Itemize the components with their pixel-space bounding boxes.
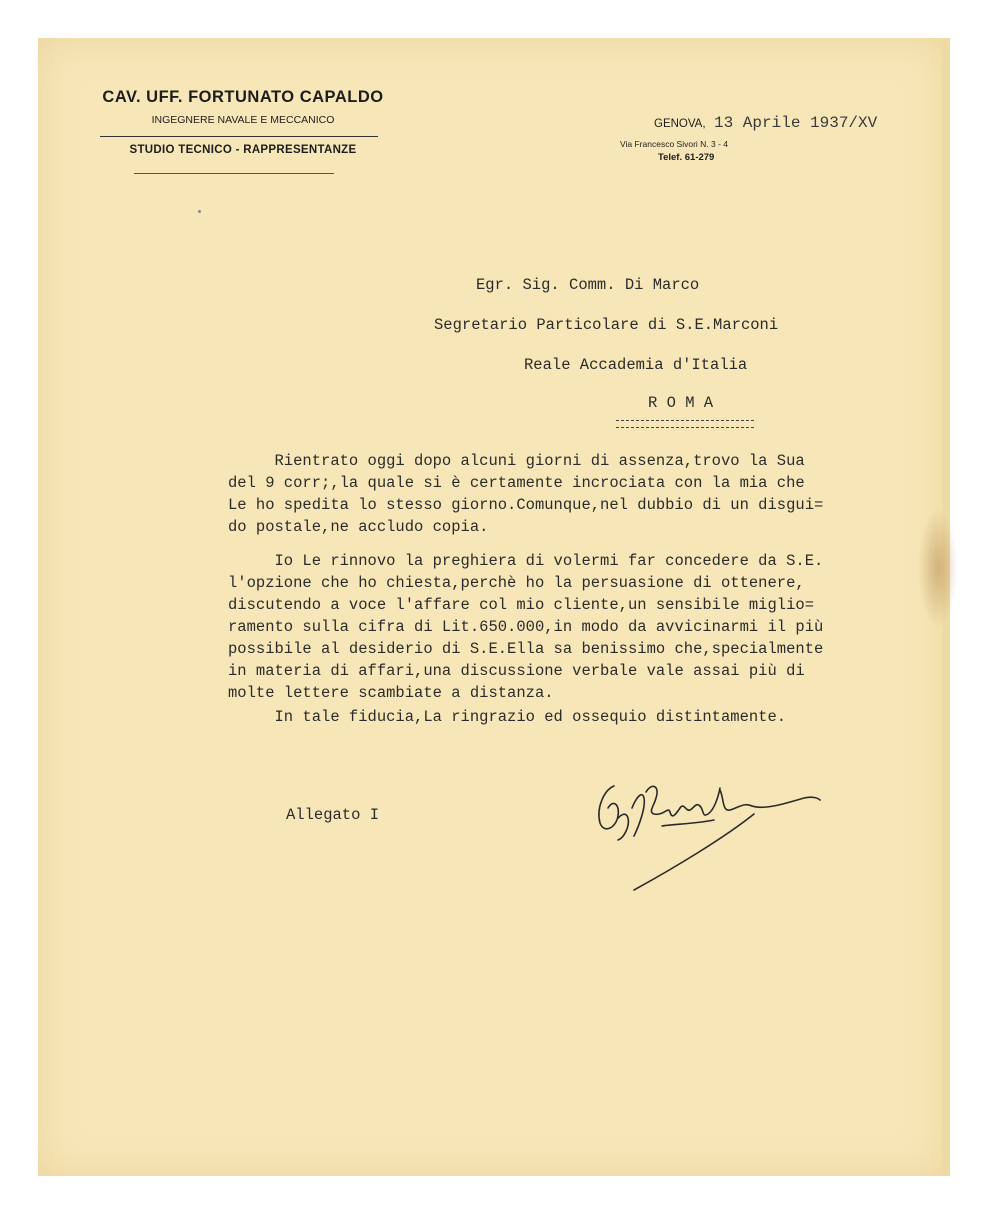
body-p2-line-6: in materia di affari,una discussione verbale vale assai più di <box>228 662 805 680</box>
recipient-line-3: Reale Accademia d'Italia <box>524 356 748 374</box>
body-p2-line-3: discutendo a voce l'affare col mio cliente,un sensibile miglio= <box>228 596 814 614</box>
body-p2-line-1: Io Le rinnovo la preghiera di volermi far concedere da S.E. <box>228 552 824 570</box>
body-p2-line-2: l'opzione che ho chiesta,perchè ho la persuasione di ottenere, <box>228 574 805 592</box>
letterhead-profession: INGEGNERE NAVALE E MECCANICO <box>151 114 335 126</box>
header-address: Via Francesco Sivori N. 3 - 4 <box>620 139 729 149</box>
header-phone: Telef. 61-279 <box>658 152 715 163</box>
recipient-city-underline <box>616 420 754 428</box>
body-p2-line-4: ramento sulla cifra di Lit.650.000,in modo da avvicinarmi il più <box>228 618 824 636</box>
body-p1-line-4: do postale,ne accludo copia. <box>228 518 489 536</box>
letter-paper <box>38 38 946 1176</box>
body-p3: In tale fiducia,La ringrazio ed ossequio distintamente. <box>228 708 787 726</box>
body-p1-line-3: Le ho spedita lo stesso giorno.Comunque,nel dubbio di un disgui= <box>228 496 824 514</box>
recipient-city: R O M A <box>648 394 714 412</box>
body-p1-line-1: Rientrato oggi dopo alcuni giorni di assenza,trovo la Sua <box>228 452 805 470</box>
recipient-line-1: Egr. Sig. Comm. Di Marco <box>476 276 700 294</box>
body-p1-line-2: del 9 corr;,la quale si è certamente incrociata con la mia che <box>228 474 805 492</box>
recipient-line-2: Segretario Particolare di S.E.Marconi <box>434 316 779 334</box>
handwritten-signature <box>574 768 834 898</box>
letterhead-name: CAV. UFF. FORTUNATO CAPALDO <box>102 88 384 106</box>
paper-stain <box>918 508 958 628</box>
body-p2-line-7: molte lettere scambiate a distanza. <box>228 684 554 702</box>
letterhead-rule-bottom <box>134 173 334 174</box>
enclosure-note: Allegato I <box>286 806 380 824</box>
letter-date: 13 Aprile 1937/XV <box>714 114 878 132</box>
letterhead-studio: STUDIO TECNICO - RAPPRESENTANZE <box>129 144 357 156</box>
letterhead-rule <box>100 136 378 137</box>
header-city: GENOVA, <box>654 118 706 130</box>
paper-speck <box>198 210 201 213</box>
body-p2-line-5: possibile al desiderio di S.E.Ella sa benissimo che,specialmente <box>228 640 824 658</box>
